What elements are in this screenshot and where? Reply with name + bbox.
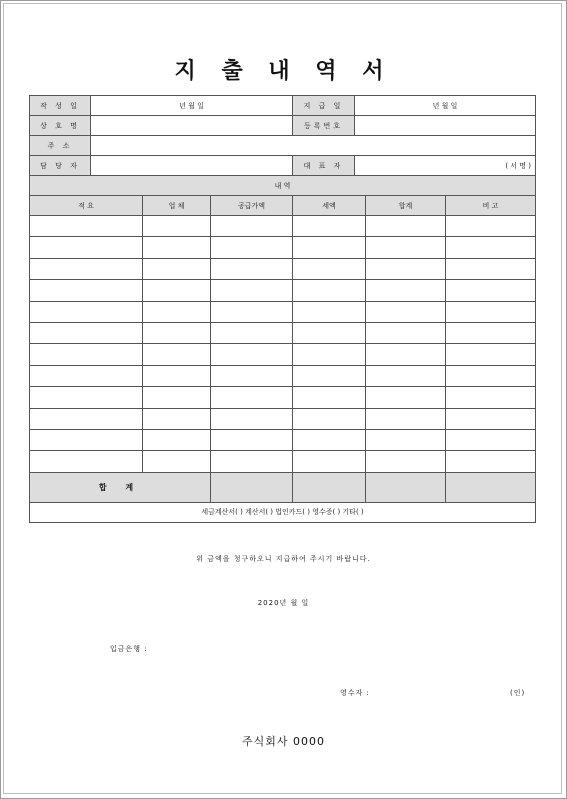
table-row: [30, 237, 536, 258]
written-date-label: 작 성 일: [30, 96, 91, 116]
table-row: [30, 258, 536, 279]
table-cell[interactable]: [446, 301, 536, 322]
company-name-label: 상 호 명: [30, 116, 91, 136]
table-cell[interactable]: [211, 451, 293, 472]
table-cell[interactable]: [366, 280, 446, 301]
table-cell[interactable]: [293, 451, 366, 472]
document-title: 지 출 내 역 서: [174, 59, 393, 84]
table-cell[interactable]: [446, 365, 536, 386]
evidence-row: [30, 502, 536, 522]
table-cell[interactable]: [211, 429, 293, 450]
table-cell[interactable]: [30, 258, 143, 279]
table-cell[interactable]: [446, 387, 536, 408]
table-row: [30, 280, 536, 301]
table-cell[interactable]: [211, 258, 293, 279]
table-cell[interactable]: [366, 216, 446, 237]
table-cell[interactable]: [211, 387, 293, 408]
table-cell[interactable]: [366, 344, 446, 365]
table-cell[interactable]: [446, 344, 536, 365]
table-cell[interactable]: [366, 237, 446, 258]
table-cell[interactable]: [293, 322, 366, 343]
table-cell[interactable]: [293, 429, 366, 450]
table-cell[interactable]: [143, 451, 211, 472]
table-cell[interactable]: [143, 280, 211, 301]
seal-mark: (인): [510, 689, 526, 697]
detail-rows: [30, 216, 536, 473]
table-cell[interactable]: [293, 301, 366, 322]
detail-section-header: [30, 176, 536, 196]
total-label: 합 계: [30, 472, 211, 502]
table-cell[interactable]: [293, 344, 366, 365]
table-cell[interactable]: [366, 429, 446, 450]
table-cell[interactable]: [143, 258, 211, 279]
table-cell[interactable]: [446, 408, 536, 429]
info-row: [30, 156, 536, 176]
company-name: 주식회사 0000: [242, 735, 325, 748]
table-cell[interactable]: [366, 408, 446, 429]
address-label: 주 소: [30, 136, 91, 156]
table-cell[interactable]: [211, 280, 293, 301]
table-cell[interactable]: [143, 429, 211, 450]
table-cell[interactable]: [30, 322, 143, 343]
table-row: [30, 216, 536, 237]
table-row: [30, 301, 536, 322]
table-cell[interactable]: [143, 387, 211, 408]
table-cell[interactable]: [30, 216, 143, 237]
date-line: 2020년 월 일: [257, 599, 310, 607]
registration-no-field[interactable]: [355, 116, 536, 136]
detail-table: [29, 175, 536, 523]
payment-date-field[interactable]: 년 월 일: [355, 96, 536, 116]
table-cell[interactable]: [211, 408, 293, 429]
column-header-row: [30, 196, 536, 216]
total-tax-cell[interactable]: [293, 472, 366, 502]
bank-label: 입금은행 :: [110, 645, 148, 653]
request-text: 위 금액을 청구하오니 지급하여 주시기 바랍니다.: [196, 555, 371, 563]
table-row: [30, 408, 536, 429]
table-row: [30, 451, 536, 472]
table-cell[interactable]: [30, 365, 143, 386]
table-cell[interactable]: [143, 365, 211, 386]
table-cell[interactable]: [446, 451, 536, 472]
table-cell[interactable]: [30, 301, 143, 322]
manager-label: 담 당 자: [30, 156, 91, 176]
payment-date-label: 지 급 일: [293, 96, 355, 116]
detail-section-label: 내 역: [30, 176, 536, 196]
info-row: [30, 136, 536, 156]
table-cell[interactable]: [366, 322, 446, 343]
column-header: 합계: [366, 196, 446, 216]
total-sum-cell[interactable]: [366, 472, 446, 502]
table-cell[interactable]: [211, 237, 293, 258]
table-cell[interactable]: [30, 280, 143, 301]
table-cell[interactable]: [446, 280, 536, 301]
table-cell[interactable]: [446, 258, 536, 279]
table-cell[interactable]: [293, 408, 366, 429]
info-row: [30, 96, 536, 116]
table-cell[interactable]: [143, 344, 211, 365]
address-field[interactable]: [91, 136, 536, 156]
table-cell[interactable]: [30, 344, 143, 365]
table-cell[interactable]: [446, 429, 536, 450]
total-row: [30, 472, 536, 502]
table-cell[interactable]: [211, 344, 293, 365]
table-cell[interactable]: [366, 451, 446, 472]
table-cell[interactable]: [143, 216, 211, 237]
info-row: [30, 116, 536, 136]
company-name-field[interactable]: [91, 116, 293, 136]
table-cell[interactable]: [293, 216, 366, 237]
column-header: 비 고: [446, 196, 536, 216]
table-cell[interactable]: [143, 322, 211, 343]
table-cell[interactable]: [30, 408, 143, 429]
column-header: 업 체: [143, 196, 211, 216]
registration-no-label: 등록번호: [293, 116, 355, 136]
table-cell[interactable]: [366, 365, 446, 386]
table-cell[interactable]: [30, 451, 143, 472]
table-cell[interactable]: [446, 322, 536, 343]
total-note-cell[interactable]: [446, 472, 536, 502]
table-cell[interactable]: [211, 365, 293, 386]
info-table: [29, 95, 536, 176]
table-cell[interactable]: [366, 301, 446, 322]
representative-field[interactable]: ( 서 명 ): [355, 156, 536, 176]
table-cell[interactable]: [30, 429, 143, 450]
column-header: 적 요: [30, 196, 143, 216]
table-cell[interactable]: [143, 301, 211, 322]
table-cell[interactable]: [446, 216, 536, 237]
receiver-label: 영수자 :: [340, 689, 370, 697]
table-row: [30, 322, 536, 343]
table-cell[interactable]: [293, 280, 366, 301]
table-cell[interactable]: [211, 301, 293, 322]
column-header: 공급가액: [211, 196, 293, 216]
table-cell[interactable]: [366, 387, 446, 408]
written-date-field[interactable]: 년 월 일: [91, 96, 293, 116]
table-cell[interactable]: [366, 258, 446, 279]
table-row: [30, 387, 536, 408]
representative-label: 대 표 자: [293, 156, 355, 176]
column-header: 세액: [293, 196, 366, 216]
table-cell[interactable]: [293, 258, 366, 279]
table-row: [30, 344, 536, 365]
table-cell[interactable]: [30, 387, 143, 408]
manager-field[interactable]: [91, 156, 293, 176]
table-cell[interactable]: [143, 408, 211, 429]
evidence-types[interactable]: 세금계산서( ) 계산서( ) 법인카드( ) 영수증( ) 기타( ): [30, 502, 536, 522]
total-supply-cell[interactable]: [211, 472, 293, 502]
table-cell[interactable]: [293, 237, 366, 258]
table-row: [30, 429, 536, 450]
table-cell[interactable]: [293, 387, 366, 408]
table-cell[interactable]: [211, 216, 293, 237]
table-row: [30, 365, 536, 386]
table-cell[interactable]: [143, 237, 211, 258]
table-cell[interactable]: [211, 322, 293, 343]
table-cell[interactable]: [293, 365, 366, 386]
table-cell[interactable]: [446, 237, 536, 258]
table-cell[interactable]: [30, 237, 143, 258]
